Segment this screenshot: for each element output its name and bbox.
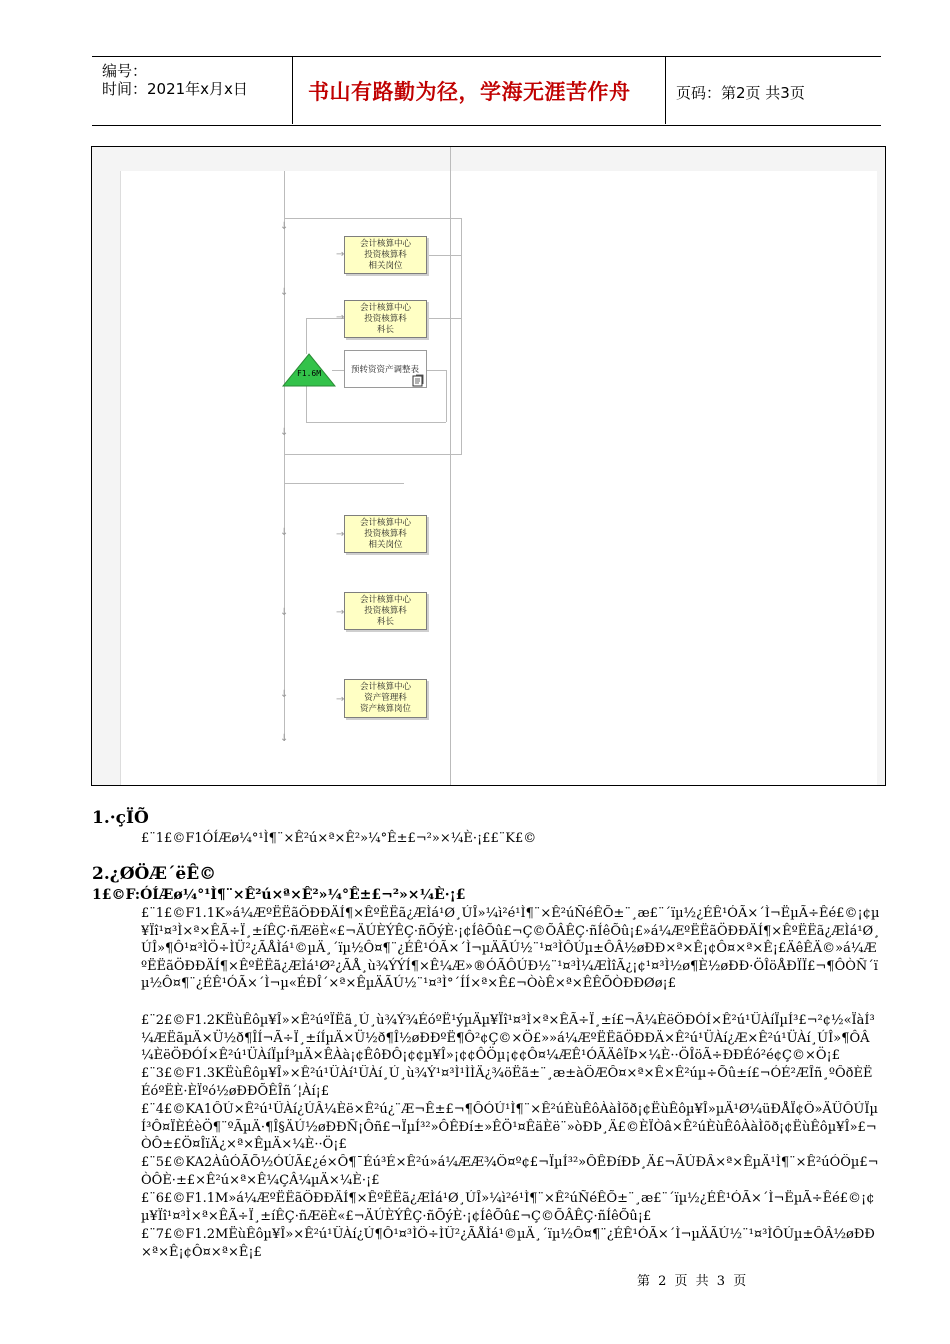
- header-divider: [292, 56, 293, 124]
- header-motto: 书山有路勤为径，学海无涯苦作舟: [308, 80, 631, 104]
- arrow-right-icon: →: [336, 694, 345, 705]
- swimlane-divider: [120, 171, 121, 785]
- control-paragraph: £¨7£©F1.2MËùÊôµ¥Î»×Ê²ú¹ÜÀí¿Ú¶Ô¹¤³ÌÖ÷ÌÜ²¿ÃÅÌá¹©µÄ¸´ïµ½Ô¤¶¨¿ÉÊ¹ÓÃ×´Ì¬µÄÃÚ½¨¹¤³ÌÔÚµ±ÔÂ½øÐÐ×ª×Ê¡¢Ô¤×ª×Ê¡£: [141, 1227, 875, 1260]
- flow-connector: [461, 218, 462, 454]
- arrow-right-icon: →: [336, 312, 345, 323]
- flow-connector: [306, 422, 446, 423]
- flow-connector: [427, 255, 461, 256]
- flow-connector: [284, 171, 285, 741]
- control-paragraph: £¨3£©F1.3KËùÊôµ¥Î»×Ê²ú¹ÜÀí¹ÜÀí¸Ú¸ù¾Ý¹¤³Ì¹ÌÌÄ¿¾öËã±¨¸æ±àÖÆÔ¤×ª×Ê×Ê²úµ÷Õû±í£¬ÓÉ²ÆÎñ¸ºÔðÈËÉóºËÈ·ÈÏºó½øÐÐÕÊÎñ´¦Àí¡£: [141, 1066, 873, 1099]
- page-footer: 第 2 页 共 3 页: [637, 1274, 749, 1289]
- swimlane-right-band: [877, 147, 885, 785]
- header-time-label: 时间：2021年x月x日: [102, 80, 248, 98]
- process-box: 会计核算中心 投资核算科 相关岗位: [344, 515, 427, 553]
- swimlane-header: [92, 147, 877, 171]
- section-text-risk: £¨1£©F1ÓÍÆø¼°¹Ì¶¨×Ê²ú×ª×Ê²»¼°Ê±£¬²»×¼È·¡££¨K£©: [141, 831, 537, 846]
- arrow-down-icon: ↓: [280, 287, 289, 298]
- control-paragraph: £¨4£©KA1ÔÚ×Ê²ú¹ÜÀí¿ÚÂ¼Èë×Ê²ú¿¨Æ¬Ê±£¬¶ÔÓÚ¹Ì¶¨×Ê²úÈùÊôÀàÌõð¡¢ËùÊôµ¥Î»µÄ¹Ø¼üÐÅÏ¢Ö»ÄÜÔÚÏµÍ³Ô¤ÏÈÉèÖ¶¨ºÃµÄ·¶Î§ÄÚ½øÐÐÑ¡Ôñ£¬ÏµÍ³²»ÔÊÐí±»ÊÖ¹¤ÊäÈë¨»òÐÞ¸Ä£©ÈÏÒâ×Ê²úÈùÊôÀàÌõð¡¢ËùÊôµ¥Î»£¬ÒÔ±£Ö¤ÎïÄ¿×ª×ÊµÄ×¼È··Ö¡£: [141, 1102, 878, 1152]
- control-paragraph: £¨2£©F1.2KËùÊôµ¥Î»×Ê²úºÏËã¸Ú¸ù¾Ý¾ÉóºË¹ýµÄµ¥Ïî¹¤³Ì×ª×ÊÃ÷Ï¸±í£¬Â¼ÈëÖÐÓÍ×Ê²ú¹ÜÀíÏµÍ³£¬²¢½«ÏàÍ³¼ÆËãµÄ×Ü½ð¶ÎÍ¬Ã÷Ï¸±íÍµÄ×Ü½ð¶Î½øÐÐºË¶Ô²¢Ç©×Ö£»»á¼ÆºËËãÖÐÐÄ×Ê²ú¹ÜÀí¿Æ×Ê²ú¹ÜÀí¸ÚÎ»¶ÔÂ¼ÈëÖÐÓÍ×Ê²ú¹ÜÀíÏµÍ³µÄ×ÊÀà¡¢ÊôÐÔ¡¢¢µ¥Î»¡¢¢ÔÖµ¡¢¢Ô¤¼ÆÊ¹ÓÃÄêÏÞ×¼È··ÖÎöÃ÷ÐÐÉó²é¢Ç©×Ö¡£: [141, 1013, 875, 1063]
- section-title-controls: 2.¿ØÖÆ´ëÊ©: [92, 864, 217, 884]
- flow-connector: [446, 370, 447, 422]
- flowchart-frame: [91, 146, 886, 786]
- flow-connector: [284, 483, 404, 484]
- process-box: 会计核算中心 投资核算科 科长: [344, 300, 427, 338]
- risk-triangle-label: F1.6M: [296, 369, 322, 378]
- swimlane-left-band: [92, 147, 120, 785]
- arrow-right-icon: →: [336, 529, 345, 540]
- flow-connector: [306, 386, 307, 422]
- document-icon: [412, 372, 424, 385]
- arrow-down-icon: ↓: [280, 733, 289, 744]
- arrow-down-icon: ↓: [280, 427, 289, 438]
- flow-connector: [284, 218, 462, 219]
- flow-connector: [427, 370, 446, 371]
- document-label: 预转资资产调整表: [351, 365, 420, 375]
- process-box: 会计核算中心 资产管理科 资产核算岗位: [344, 679, 427, 718]
- process-box: 会计核算中心 投资核算科 相关岗位: [344, 236, 427, 274]
- control-paragraph: £¨5£©KA2ÀûÓÃÕ½ÓÚÃ£¿é×Ô¶¯Éú³É×Ê²ú»á¼ÆÆ¾Ö¤º¢£¬ÏµÍ³²»ÔÊÐíÐÞ¸Ä£¬ÃÚÐÂ×ª×ÊµÄ¹Ì¶¨×Ê²úÓÖµ£¬ÒÔÈ·±£×Ê²ú×ª×Ê¼ÇÂ¼µÄ×¼È·¡£: [141, 1155, 879, 1188]
- header-page-info: 页码：第2页 共3页: [676, 84, 805, 102]
- flow-connector: [284, 454, 462, 455]
- arrow-down-icon: ↓: [280, 527, 289, 538]
- swimlane-divider: [450, 147, 451, 785]
- flow-connector: [427, 318, 461, 319]
- arrow-right-icon: →: [336, 249, 345, 260]
- arrow-down-icon: ↓: [280, 607, 289, 618]
- process-box: 会计核算中心 投资核算科 科长: [344, 592, 427, 630]
- section-subtitle-controls: 1£©F:ÓÍÆø¼°¹Ì¶¨×Ê²ú×ª×Ê²»¼°Ê±£¬²»×¼È·¡£: [92, 887, 466, 903]
- header-number-label: 编号：: [102, 62, 148, 80]
- control-paragraph: £¨6£©F1.1M»á¼ÆºËËãÖÐÐÄÍ¶×ÊºËËã¿ÆÌá¹Ø¸ÚÎ»¼ì²é¹Ì¶¨×Ê²úÑéÊÕ±¨¸æ£¨´ïµ½¿ÉÊ¹ÓÃ×´Ì¬ËµÃ÷Êé£©¡¢µ¥Ïî¹¤³Ì×ª×ÊÃ÷Ï¸±íÊÇ·ñÆëÈ«£¬ÄÚÈÝÊÇ·ñÕýÈ·¡¢ÍêÕû£¬Ç©ÕÂÊÇ·ñÍêÕû¡£: [141, 1191, 875, 1224]
- flow-connector: [306, 318, 307, 354]
- arrow-down-icon: ↓: [280, 221, 289, 232]
- control-paragraph: £¨1£©F1.1K»á¼ÆºËËãÖÐÐÄÍ¶×ÊºËËã¿ÆÌá¹Ø¸ÚÎ»¼ì²é¹Ì¶¨×Ê²úÑéÊÕ±¨¸æ£¨´ïµ½¿ÉÊ¹ÓÃ×´Ì¬ËµÃ÷Êé£©¡¢µ¥Ïî¹¤³Ì×ª×ÊÃ÷Ï¸±íÊÇ·ñÆëÈ«£¬ÄÚÈÝÊÇ·ñÕýÈ·¡¢ÍêÕû£¬Ç©ÕÂÊÇ·ñÍêÕû¡£»á¼ÆºËËãÖÐÐÄÍ¶×ÊºËËã¿ÆÌá¹Ø¸ÚÎ»¶Ô¹¤³ÌÖ÷ÌÜ²¿ÃÅÌá¹©µÄ¸´ïµ½Ô¤¶¨¿ÉÊ¹ÓÃ×´Ì¬µÄÃÚ½¨¹¤³ÌÔÚµ±ÔÂ½øÐÐ×ª×Ê¡¢Ô¤×ª×Ê¡£ÄêÊÄ©»á¼ÆºËËãÖÐÐÄÍ¶×ÊºËËã¿ÆÌá¹Ø²¿ÃÅ¸ù¾ÝÝÍ¶×Ê¼Æ»®ÓÃÔÚÐ½¨¹¤³Ì¼ÆÌîÃ¿¡¢¹¤³Ì½ø¶È½øÐÐ·ÖÎöÅÐÏÏ£¬¶ÔÒÑ´ïµ½Ô¤¶¨¿ÉÊ¹ÓÃ×´Ì¬µ«ÉÐÎ´×ª×ÊµÄÃÚ½¨¹¤³Ì°´ÍÍ×ª×Ê£¬ÒòÊ×ª×ÊÊÕÒÐÐØø¡£: [141, 906, 880, 991]
- section-title-risk: 1.·çÏÕ: [92, 808, 149, 828]
- header-divider: [665, 56, 666, 124]
- arrow-right-icon: →: [336, 607, 345, 618]
- arrow-down-icon: ↓: [280, 689, 289, 700]
